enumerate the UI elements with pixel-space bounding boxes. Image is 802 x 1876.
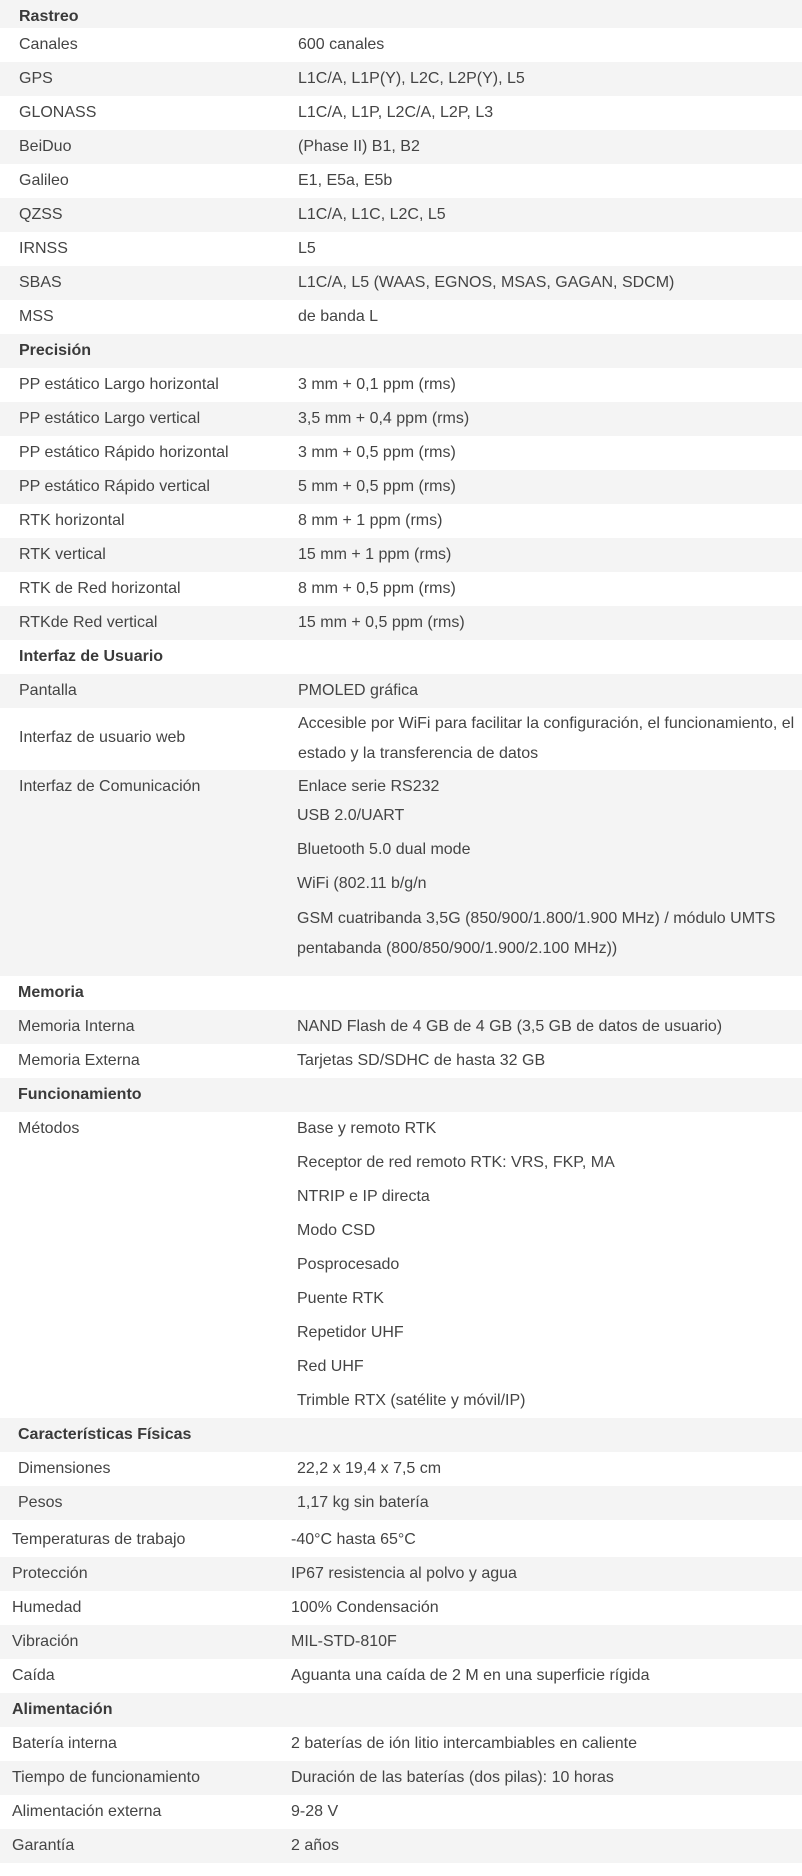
- spec-label: MSS: [19, 308, 54, 325]
- spec-value: 2 baterías de ión litio intercambiables en caliente: [291, 1735, 637, 1752]
- spec-row-glonass: [0, 96, 802, 130]
- section-header-alimentacion: [0, 1693, 802, 1727]
- spec-label: RTKde Red vertical: [19, 614, 158, 631]
- spec-row: [0, 436, 802, 470]
- spec-value: 3,5 mm + 0,4 ppm (rms): [298, 410, 470, 427]
- spec-row: [0, 1044, 802, 1078]
- spec-value: 600 canales: [298, 36, 385, 53]
- spec-label: Memoria Interna: [18, 1018, 135, 1035]
- spec-row-irnss: [0, 232, 802, 266]
- spec-value: Trimble RTX (satélite y móvil/IP): [297, 1392, 526, 1409]
- spec-value: Aguanta una caída de 2 M en una superficie rígida: [291, 1667, 650, 1684]
- spec-row-sbas: [0, 266, 802, 300]
- spec-label: Protección: [12, 1565, 88, 1582]
- spec-label: SBAS: [19, 274, 62, 291]
- spec-row-mss: [0, 300, 802, 334]
- spec-value: MIL-STD-810F: [291, 1633, 397, 1650]
- spec-value: Receptor de red remoto RTK: VRS, FKP, MA: [297, 1154, 615, 1171]
- spec-value: 2 años: [291, 1837, 340, 1854]
- spec-value: L1C/A, L5 (WAAS, EGNOS, MSAS, GAGAN, SDCM): [298, 274, 675, 291]
- spec-label: Vibración: [12, 1633, 79, 1650]
- spec-value: GSM cuatribanda 3,5G (850/900/1.800/1.900 MHz) / módulo UMTS pentabanda (800/850/900/1.900/2.100 MHz)): [297, 910, 776, 957]
- spec-value: 3 mm + 0,1 ppm (rms): [298, 376, 456, 393]
- spec-label: RTK de Red horizontal: [19, 580, 181, 597]
- spec-label: Galileo: [19, 172, 69, 189]
- spec-value: 15 mm + 0,5 ppm (rms): [298, 614, 465, 631]
- spec-value: 8 mm + 1 ppm (rms): [298, 512, 443, 529]
- spec-label: BeiDuo: [19, 138, 72, 155]
- spec-row-beiduo: [0, 130, 802, 164]
- spec-value: (Phase II) B1, B2: [298, 138, 420, 155]
- spec-value: 100% Condensación: [291, 1599, 439, 1616]
- section-header-funcionamiento: [0, 1078, 802, 1112]
- spec-row: [0, 1727, 802, 1761]
- spec-row-comunicacion: [0, 770, 802, 980]
- spec-row: [0, 368, 802, 402]
- spec-label: Pesos: [18, 1494, 63, 1511]
- spec-row: [0, 538, 802, 572]
- spec-value: Modo CSD: [297, 1222, 376, 1239]
- spec-label: PP estático Largo vertical: [19, 410, 201, 427]
- spec-value: 22,2 x 19,4 x 7,5 cm: [297, 1460, 442, 1477]
- spec-row-metodos: [0, 1112, 802, 1418]
- spec-row-gps: [0, 62, 802, 96]
- spec-value: 9-28 V: [291, 1803, 339, 1820]
- spec-row: [0, 1591, 802, 1625]
- spec-value: 3 mm + 0,5 ppm (rms): [298, 444, 456, 461]
- spec-value: USB 2.0/UART: [297, 807, 405, 824]
- spec-value: Enlace serie RS232: [298, 778, 440, 795]
- spec-value: Base y remoto RTK: [297, 1120, 437, 1137]
- spec-row: [0, 1486, 802, 1520]
- spec-label: Interfaz de Comunicación: [19, 778, 201, 795]
- spec-row: [0, 1557, 802, 1591]
- section-header-interfaz: [0, 640, 802, 674]
- spec-label: Memoria Externa: [18, 1052, 140, 1069]
- spec-row: [0, 504, 802, 538]
- spec-label: Garantía: [12, 1837, 75, 1854]
- spec-value: NTRIP e IP directa: [297, 1188, 430, 1205]
- spec-value: Bluetooth 5.0 dual mode: [297, 841, 471, 858]
- spec-value: Accesible por WiFi para facilitar la configuración, el funcionamiento, el estado y la transferencia de datos: [298, 715, 795, 762]
- spec-row: [0, 606, 802, 640]
- spec-label: Dimensiones: [18, 1460, 111, 1477]
- spec-row: [0, 1659, 802, 1693]
- spec-value: IP67 resistencia al polvo y agua: [291, 1565, 517, 1582]
- spec-value: 1,17 kg sin batería: [297, 1494, 429, 1511]
- spec-value: L1C/A, L1P, L2C/A, L2P, L3: [298, 104, 494, 121]
- spec-row-web: [0, 708, 802, 770]
- spec-value: L1C/A, L1P(Y), L2C, L2P(Y), L5: [298, 70, 525, 87]
- spec-value: WiFi (802.11 b/g/n: [297, 875, 427, 892]
- section-title: Características Físicas: [18, 1426, 192, 1443]
- spec-row: [0, 470, 802, 504]
- section-title: Memoria: [18, 984, 84, 1001]
- section-title: Rastreo: [19, 8, 79, 25]
- spec-label: Tiempo de funcionamiento: [12, 1769, 200, 1786]
- spec-label: PP estático Rápido horizontal: [19, 444, 229, 461]
- spec-value: E1, E5a, E5b: [298, 172, 393, 189]
- spec-label: Humedad: [12, 1599, 82, 1616]
- spec-label: Caída: [12, 1667, 55, 1684]
- spec-row: [0, 1761, 802, 1795]
- spec-row: [0, 402, 802, 436]
- spec-value: de banda L: [298, 308, 379, 325]
- section-title: Alimentación: [12, 1701, 113, 1718]
- spec-value: PMOLED gráfica: [298, 682, 419, 699]
- spec-value: 8 mm + 0,5 ppm (rms): [298, 580, 456, 597]
- spec-label: Interfaz de usuario web: [19, 729, 186, 746]
- spec-label: Métodos: [18, 1120, 80, 1137]
- spec-value: Repetidor UHF: [297, 1324, 404, 1341]
- section-header-precision: [0, 334, 802, 368]
- section-title: Precisión: [19, 342, 92, 359]
- spec-row: [0, 1010, 802, 1044]
- spec-label: RTK vertical: [19, 546, 106, 563]
- section-header-memoria: [0, 976, 802, 1010]
- spec-label: RTK horizontal: [19, 512, 125, 529]
- spec-row: [0, 1829, 802, 1863]
- spec-value: Posprocesado: [297, 1256, 400, 1273]
- spec-label: Batería interna: [12, 1735, 117, 1752]
- spec-label: Temperaturas de trabajo: [12, 1531, 186, 1548]
- spec-value: 15 mm + 1 ppm (rms): [298, 546, 452, 563]
- spec-value: Tarjetas SD/SDHC de hasta 32 GB: [297, 1052, 546, 1069]
- spec-label: Alimentación externa: [12, 1803, 162, 1820]
- spec-label: Pantalla: [19, 682, 77, 699]
- spec-value: Duración de las baterías (dos pilas): 10 horas: [291, 1769, 614, 1786]
- spec-value: -40°C hasta 65°C: [291, 1531, 416, 1548]
- spec-value: L5: [298, 240, 316, 257]
- spec-row: [0, 1625, 802, 1659]
- spec-value: 5 mm + 0,5 ppm (rms): [298, 478, 456, 495]
- spec-label: PP estático Largo horizontal: [19, 376, 219, 393]
- spec-label: PP estático Rápido vertical: [19, 478, 210, 495]
- spec-row-pantalla: [0, 674, 802, 708]
- spec-row: [0, 1452, 802, 1486]
- section-title: Interfaz de Usuario: [19, 648, 164, 665]
- section-header-fisicas: [0, 1418, 802, 1452]
- spec-label: GPS: [19, 70, 53, 87]
- spec-value: Red UHF: [297, 1358, 364, 1375]
- spec-label: GLONASS: [19, 104, 97, 121]
- spec-row-canales: [0, 28, 802, 62]
- spec-label: Canales: [19, 36, 78, 53]
- spec-row-qzss: [0, 198, 802, 232]
- spec-row: [0, 1795, 802, 1829]
- spec-row: [0, 572, 802, 606]
- spec-label: QZSS: [19, 206, 63, 223]
- spec-label: IRNSS: [19, 240, 68, 257]
- spec-value: NAND Flash de 4 GB de 4 GB (3,5 GB de datos de usuario): [297, 1018, 723, 1035]
- spec-row: [0, 1523, 802, 1557]
- spec-value: Puente RTK: [297, 1290, 384, 1307]
- section-title: Funcionamiento: [18, 1086, 142, 1103]
- spec-value: L1C/A, L1C, L2C, L5: [298, 206, 446, 223]
- spec-row-galileo: [0, 164, 802, 198]
